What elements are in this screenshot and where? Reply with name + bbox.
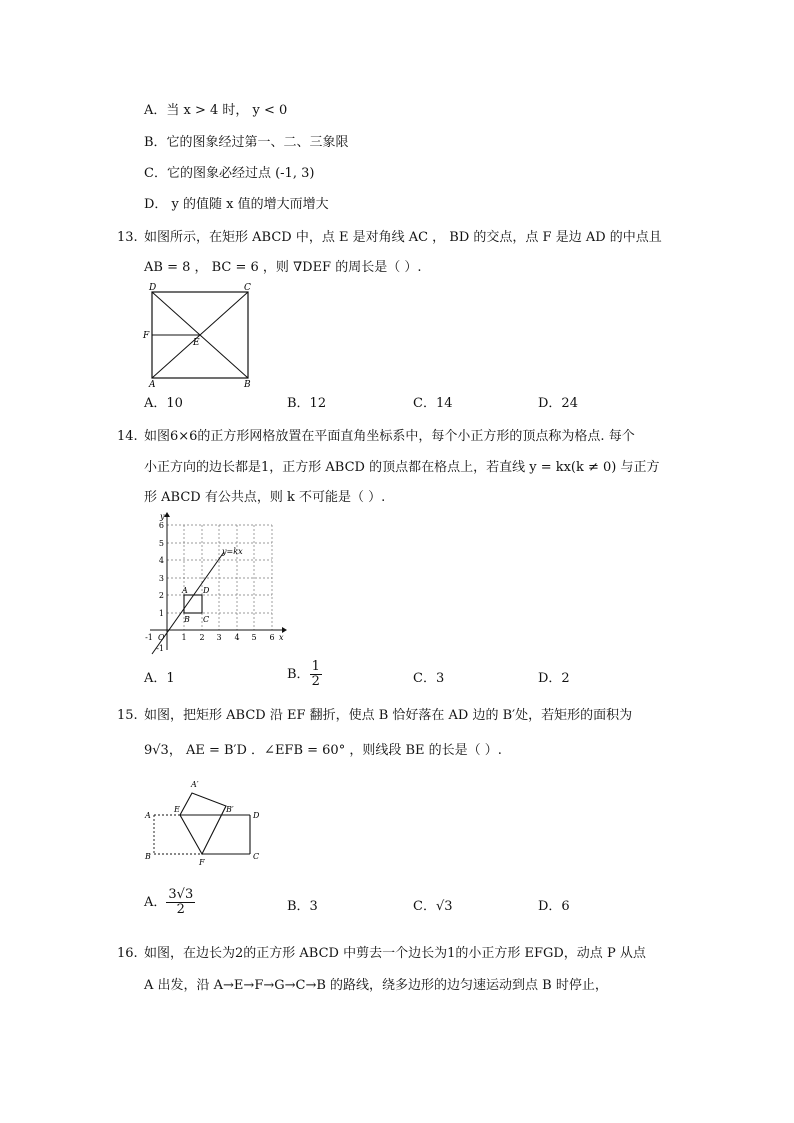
label-b: B (244, 380, 251, 390)
q15-text-line2: 9√3， AE = B′D ．∠EFB = 60° ，则线段 BE 的长是（ ）. (144, 743, 502, 758)
label-a: A (182, 586, 188, 595)
q14-option-c: C．3 (413, 671, 445, 686)
q15-figure (140, 775, 270, 870)
q12-option-c: C．它的图象必经过点 (-1, 3) (144, 166, 315, 181)
label-a-prime: A′ (191, 780, 199, 789)
y-axis-arrow (164, 512, 170, 517)
label-c: C (253, 852, 260, 861)
label-c: C (203, 615, 210, 624)
q13-figure (140, 280, 260, 390)
svg-text:6: 6 (158, 521, 164, 530)
q12-option-b: B．它的图象经过第一、二、三象限 (144, 135, 349, 150)
q13-option-a: A．10 (144, 396, 183, 411)
q13-option-d: D．24 (538, 396, 578, 411)
q15-option-a (144, 888, 195, 917)
q15-number: 15. (117, 708, 138, 723)
svg-text:6: 6 (269, 633, 275, 642)
q12-option-d: D． y 的值随 x 值的增大而增大 (144, 197, 329, 212)
q15-option-b: B．3 (287, 899, 318, 914)
fraction-denominator: 2 (176, 902, 185, 917)
q14-text-line1: 如图6×6的正方形网格放置在平面直角坐标系中，每个小正方形的顶点称为格点. 每个 (144, 429, 635, 444)
label-b-prime: B′ (226, 805, 234, 814)
q15-option-d: D．6 (538, 899, 570, 914)
q15-option-c: C．√3 (413, 899, 453, 914)
origin-label: O (158, 633, 165, 642)
svg-text:1: 1 (181, 633, 187, 642)
q14-option-a: A．1 (144, 671, 175, 686)
q14-text-line3: 形 ABCD 有公共点，则 k 不可能是（ ）. (144, 490, 386, 505)
q15-text-line1: 如图，把矩形 ABCD 沿 EF 翻折，使点 B 恰好落在 AD 边的 B′处，若矩形的面积为 (144, 708, 633, 723)
label-a: A (149, 380, 156, 390)
label-b: B (145, 852, 151, 861)
svg-text:4: 4 (158, 556, 164, 565)
fraction-numerator: 3√3 (168, 887, 194, 902)
x-axis-label: x (279, 633, 284, 642)
folded-shape (180, 793, 226, 854)
q13-text-line2: AB = 8 ， BC = 6 ，则 ∇DEF 的周长是（ ）. (144, 260, 422, 275)
fraction-denominator: 2 (311, 674, 320, 689)
label-f: F (143, 331, 150, 341)
q14-text-line2: 小正方向的边长都是1，正方形 ABCD 的顶点都在格点上，若直线 y = kx(k ≠ 0) 与正方 (144, 460, 660, 475)
label-b: B (184, 615, 190, 624)
q14-number: 14. (117, 429, 138, 444)
q15-option-a-prefix: A． (144, 895, 167, 910)
label-e: E (193, 338, 200, 348)
label-d: D (253, 811, 260, 820)
q14-option-b (287, 660, 322, 689)
q16-number: 16. (117, 946, 138, 961)
y-axis-label: y (160, 512, 165, 521)
q13-number: 13. (117, 230, 138, 245)
label-e: E (174, 805, 180, 814)
q14-option-d: D．2 (538, 671, 570, 686)
svg-text:4: 4 (234, 633, 240, 642)
fraction-numerator: 1 (311, 659, 320, 674)
svg-text:5: 5 (251, 633, 257, 642)
q16-text-line1: 如图，在边长为2的正方形 ABCD 中剪去一个边长为1的小正方形 EFGD，动点 P 从点 (144, 946, 646, 961)
label-a: A (145, 811, 151, 820)
q14-option-b-prefix: B． (287, 667, 310, 682)
fraction-3root3-over-2 (166, 888, 195, 917)
q13-option-c: C．14 (413, 396, 453, 411)
svg-text:3: 3 (158, 574, 164, 583)
q13-option-b: B．12 (287, 396, 327, 411)
label-d: D (203, 586, 210, 595)
label-f: F (199, 858, 205, 867)
svg-text:5: 5 (158, 539, 164, 548)
label-c: C (244, 283, 251, 293)
svg-text:3: 3 (216, 633, 222, 642)
q14-coordinate-grid (140, 510, 290, 658)
svg-text:-1: -1 (145, 633, 153, 642)
q12-option-a: A．当 x > 4 时， y < 0 (144, 103, 288, 118)
line-label: y=kx (222, 547, 243, 556)
label-d: D (149, 283, 157, 293)
q16-text-line2: A 出发，沿 A→E→F→G→C→B 的路线，绕多边形的边匀速运动到点 B 时停止， (144, 978, 608, 993)
svg-text:2: 2 (199, 633, 205, 642)
svg-text:-1: -1 (156, 644, 164, 653)
svg-text:2: 2 (158, 591, 164, 600)
fraction-one-half (310, 660, 322, 689)
q13-text-line1: 如图所示，在矩形 ABCD 中，点 E 是对角线 AC ， BD 的交点，点 F 是边 AD 的中点且 (144, 230, 662, 245)
grid-lines (167, 525, 272, 630)
svg-text:1: 1 (158, 609, 164, 618)
